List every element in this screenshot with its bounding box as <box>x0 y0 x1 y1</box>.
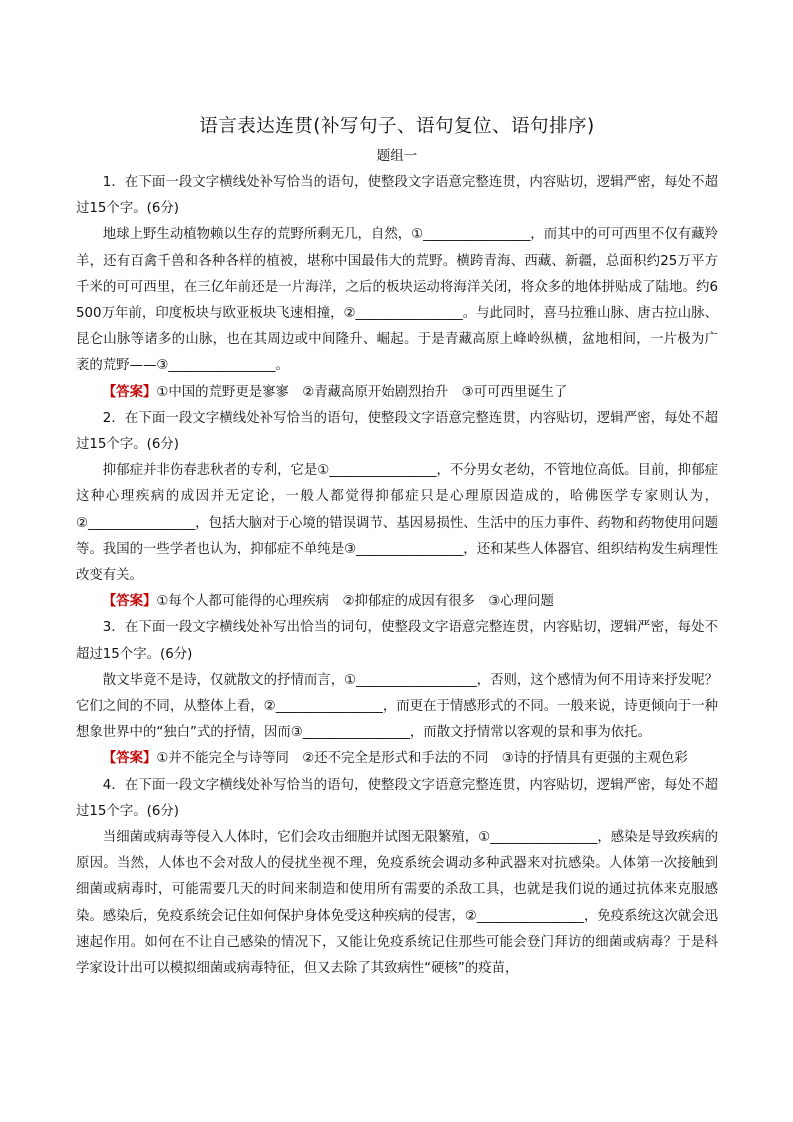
answer-text: ①每个人都可能得的心理疾病 ②抑郁症的成因有很多 ③心理问题 <box>156 594 554 610</box>
question-passage: 散文毕竟不是诗，仅就散文的抒情而言，①__________________，否则，这个感情为何不用诗来抒发呢？它们之间的不同，从整体上看，②________________，而更在于情感形式的不同。一般来说，诗更倾向于一种想象世界中的“独白”式的抒情，因而③________________，而散文抒情常以客观的景和事为依托。 <box>76 672 718 741</box>
question-1 <box>76 170 718 406</box>
answer-text: ①中国的荒野更是寥寥 ②青藏高原开始剧烈抬升 ③可可西里诞生了 <box>156 384 568 400</box>
answer-tag: 【答案】 <box>102 594 157 610</box>
question-prompt: 1．在下面一段文字横线处补写恰当的语句，使整段文字语意完整连贯，内容贴切，逻辑严密，每处不超过15个字。(6分) <box>76 175 718 217</box>
answer-line <box>76 380 718 406</box>
question-passage: 地球上野生动植物赖以生存的荒野所剩无几，自然，①________________，而其中的可可西里不仅有藏羚羊，还有百禽千兽和各种各样的植被，堪称中国最伟大的荒野。横跨青海、西藏、新疆，总面积约25万平方千米的可可西里，在三亿年前还是一片海洋，之后的板块运动将海洋关闭，将众多的地体拼贴成了陆地。约6 500万年前，印度板块与欧亚板块飞速相撞，②________________。与此同时，喜马拉雅山脉、唐古拉山脉、昆仑山脉等诸多的山脉，也在其周边或中间隆升、崛起。于是青藏高原上峰岭纵横，盆地相间，一片极为广袤的荒野——③________________。 <box>76 227 718 374</box>
question-prompt: 3．在下面一段文字横线处补写出恰当的词句，使整段文字语意完整连贯，内容贴切，逻辑严密，每处不超过15个字。(6分) <box>76 620 718 662</box>
question-2 <box>76 406 718 616</box>
question-passage: 抑郁症并非伤春悲秋者的专利，它是①________________，不分男女老幼，不管地位高低。目前，抑郁症这种心理疾病的成因并无定论，一般人都觉得抑郁症只是心理原因造成的，哈佛医学专家则认为，②________________，包括大脑对于心境的错误调节、基因易损性、生活中的压力事件、药物和药物使用问题等。我国的一些学者也认为，抑郁症不单纯是③________________，还和某些人体器官、组织结构发生病理性改变有关。 <box>76 463 718 584</box>
group-title: 题组一 <box>376 148 418 164</box>
answer-tag: 【答案】 <box>102 751 157 767</box>
question-3 <box>76 615 718 772</box>
answer-text: ①并不能完全与诗等同 ②还不完全是形式和手法的不同 ③诗的抒情具有更强的主观色彩 <box>156 751 688 767</box>
document-title: 语言表达连贯(补写句子、语句复位、语句排序) <box>199 116 595 137</box>
answer-line <box>76 589 718 615</box>
document-page <box>76 112 718 982</box>
question-prompt: 4．在下面一段文字横线处补写恰当的语句，使整段文字语意完整连贯，内容贴切，逻辑严密，每处不超过15个字。(6分) <box>76 777 718 819</box>
answer-line <box>76 746 718 772</box>
question-4 <box>76 773 718 983</box>
question-prompt: 2．在下面一段文字横线处补写恰当的语句，使整段文字语意完整连贯，内容贴切，逻辑严密，每处不超过15个字。(6分) <box>76 410 718 453</box>
answer-tag: 【答案】 <box>102 384 157 400</box>
question-passage: 当细菌或病毒等侵入人体时，它们会攻击细胞并试图无限繁殖，①________________，感染是导致疾病的原因。当然，人体也不会对敌人的侵扰坐视不理，免疫系统会调动多种武器来对抗感染。人体第一次接触到细菌或病毒时，可能需要几天的时间来制造和使用所有需要的杀敌工具，也就是我们说的通过抗体来克服感染。感染后，免疫系统会记住如何保护身体免受这种疾病的侵害，②________________，免疫系统这次就会迅速起作用。如何在不让自己感染的情况下，又能让免疫系统记住那些可能会登门拜访的细菌或病毒？于是科学家设计出可以模拟细菌或病毒特征，但又去除了其致病性“硬核”的疫苗， <box>76 830 718 977</box>
